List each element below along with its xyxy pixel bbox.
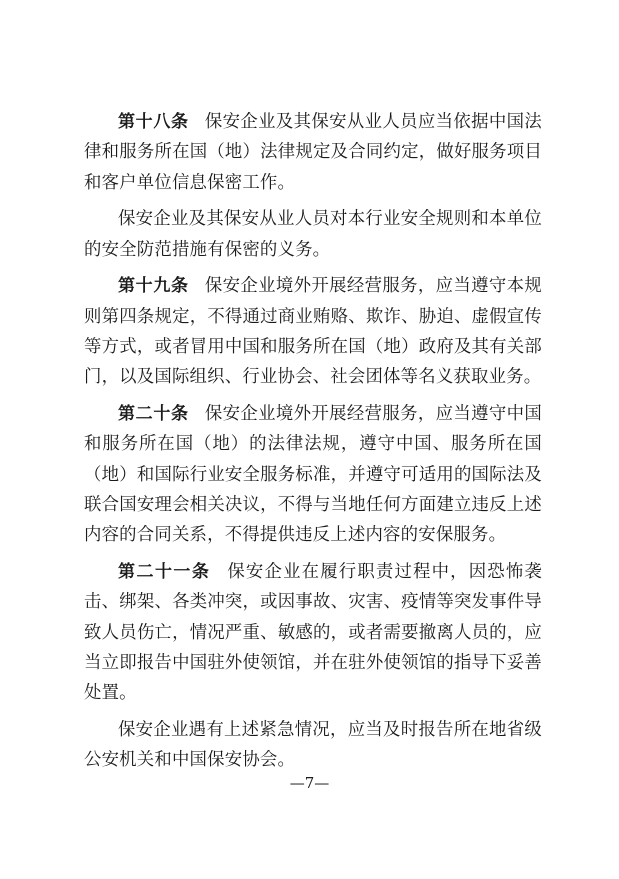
article-18-continuation-paragraph — [84, 204, 542, 265]
paragraph-text: 保安企业在履行职责过程中，因恐怖袭击、绑架、各类冲突，或因事故、灾害、疫情等突发事件导致人员伤亡，情况严重、敏感的，或者需要撤离人员的，应当立即报告中国驻外使领馆，并在驻外使领馆的指导下妥善处置。 — [84, 562, 543, 704]
article-heading: 第二十条 — [118, 404, 189, 425]
paragraph-text: 保安企业境外开展经营服务，应当遵守本规则第四条规定，不得通过商业贿赂、欺诈、胁迫、虚假宣传等方式，或者冒用中国和服务所在国（地）政府及其有关部门，以及国际组织、行业协会、社会团体等名义获取业务。 — [84, 276, 542, 388]
article-21-paragraph — [84, 557, 542, 708]
document-body — [84, 107, 542, 776]
paragraph-text: 保安企业境外开展经营服务，应当遵守中国和服务所在国（地）的法律法规，遵守中国、服务所在国（地）和国际行业安全服务标准，并遵守可适用的国际法及联合国安理会相关决议，不得与当地任何方面建立违反上述内容的合同关系，不得提供违反上述内容的安保服务。 — [84, 404, 542, 546]
article-18-paragraph — [84, 107, 542, 198]
page-number: —7— — [289, 774, 330, 792]
article-heading: 第十九条 — [118, 276, 189, 297]
paragraph-text: 保安企业及其保安从业人员对本行业安全规则和本单位的安全防范措施有保密的义务。 — [84, 209, 542, 260]
article-heading: 第十八条 — [118, 112, 189, 132]
paragraph-text: 保安企业遇有上述紧急情况，应当及时报告所在地省级公安机关和中国保安协会。 — [84, 720, 542, 771]
article-21-continuation-paragraph — [84, 715, 542, 776]
article-heading: 第二十一条 — [118, 562, 211, 583]
article-19-paragraph — [84, 271, 542, 392]
paragraph-text: 保安企业及其保安从业人员应当依据中国法律和服务所在国（地）法律规定及合同约定，做好服务项目和客户单位信息保密工作。 — [84, 112, 542, 193]
article-20-paragraph — [84, 399, 542, 550]
